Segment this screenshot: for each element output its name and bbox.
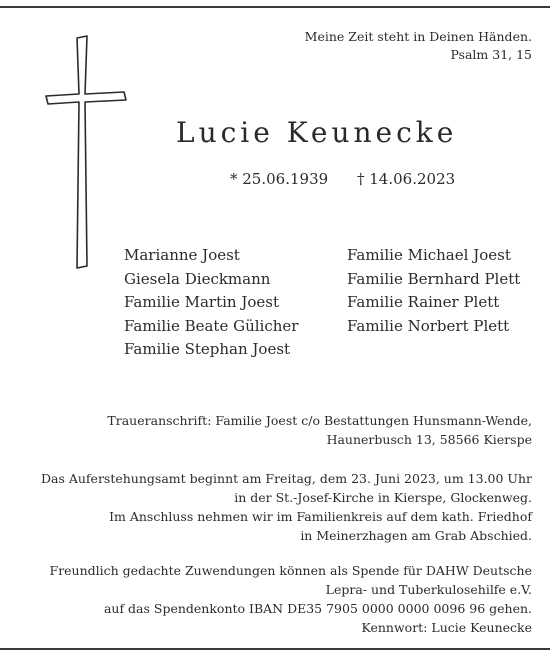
- donation-line: Freundlich gedachte Zuwendungen können als Spende für DAHW Deutsche: [49, 563, 532, 578]
- mourner: Giesela Dieckmann: [124, 269, 271, 288]
- mourners-left: [124, 244, 298, 362]
- mourner: Familie Michael Joest: [347, 246, 511, 264]
- service-info: [41, 469, 532, 545]
- donation-line: Kennwort: Lucie Keunecke: [361, 620, 532, 635]
- top-rule: [0, 6, 550, 8]
- funeral-address: [107, 411, 532, 449]
- service-line: Im Anschluss nehmen wir im Familienkreis auf dem kath. Friedhof: [109, 509, 532, 524]
- address-line: Haunerbusch 13, 58566 Kierspe: [326, 432, 532, 447]
- mourner: Familie Beate Gülicher: [124, 316, 299, 335]
- bible-verse: [305, 28, 532, 64]
- address-line: Traueranschrift: Familie Joest c/o Bestattungen Hunsmann-Wende,: [107, 413, 532, 428]
- service-line: Das Auferstehungsamt beginnt am Freitag, dem 23. Juni 2023, um 13.00 Uhr: [40, 471, 532, 486]
- death-date: † 14.06.2023: [357, 170, 456, 188]
- mourner: Marianne Joest: [124, 246, 240, 264]
- mourner: Familie Rainer Plett: [347, 293, 500, 311]
- verse-text: Meine Zeit steht in Deinen Händen.: [304, 29, 532, 44]
- donation-line: auf das Spendenkonto IBAN DE35 7905 0000 0000 0096 96 gehen.: [103, 601, 532, 616]
- birth-date: * 25.06.1939: [230, 170, 329, 188]
- mourners-right: [347, 244, 520, 338]
- donation-info: [50, 561, 532, 637]
- mourner: Familie Norbert Plett: [347, 316, 510, 335]
- service-line: in Meinerzhagen am Grab Abschied.: [300, 528, 532, 543]
- bottom-rule: [0, 648, 550, 650]
- verse-reference: Psalm 31, 15: [450, 47, 532, 62]
- donation-line: Lepra- und Tuberkulosehilfe e.V.: [325, 582, 532, 597]
- service-line: in der St.-Josef-Kirche in Kierspe, Glockenweg.: [234, 490, 532, 505]
- cross-icon: [44, 34, 128, 270]
- mourner: Familie Martin Joest: [124, 293, 279, 311]
- mourner: Familie Bernhard Plett: [347, 269, 521, 288]
- deceased-name: Lucie Keunecke: [176, 116, 458, 149]
- mourner: Familie Stephan Joest: [124, 340, 291, 358]
